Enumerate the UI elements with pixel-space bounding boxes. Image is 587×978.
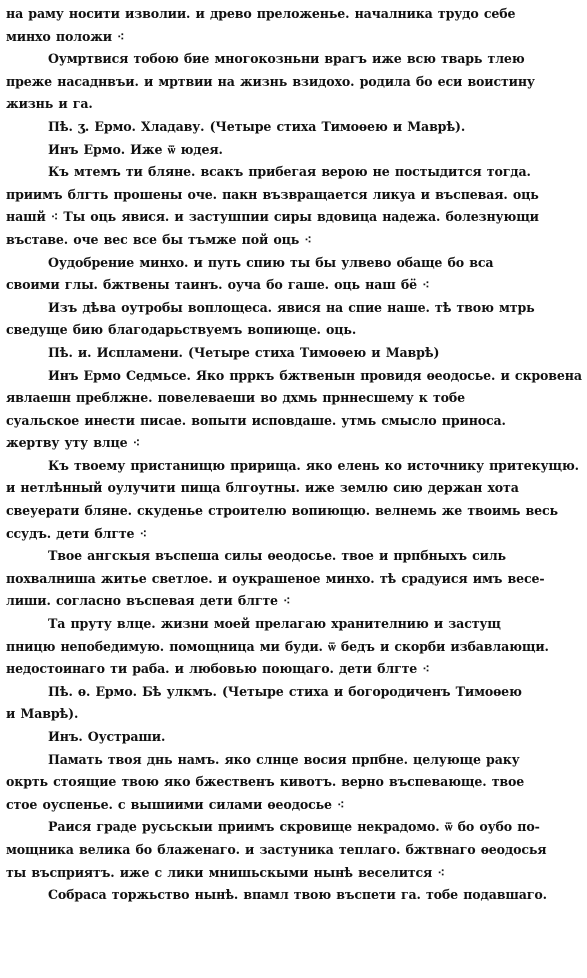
text-line: на раму носити изволии. и древо преложенье. началника трудо себе	[6, 6, 516, 21]
text-line: лиши. согласно въспевая дети блгте ⁖	[6, 593, 291, 609]
paragraph-start-line: Инъ Ермо Седмьсе. Яко прркъ бжтвенын провидя ѳеодосье. и скровена	[48, 367, 582, 383]
heading-line: Пѣ. ӡ. Ермо. Хладаву. (Четыре стиха Тимоѳею и Маврѣ).	[48, 118, 466, 134]
text-line: недостоинаго ти раба. и любовью поющаго. дети блгте ⁖	[6, 661, 430, 677]
text-line: ссудъ. дети блгте ⁖	[6, 525, 147, 541]
text-line: и Маврѣ).	[6, 706, 79, 722]
paragraph-start-line: Та пруту влце. жизни моей прелагаю хранителнию и застущ	[48, 616, 501, 632]
paragraph-start-line: Памать твоя днь намъ. яко слнце восия прпбне. целующе раку	[48, 751, 520, 767]
paragraph-start-line: Къ мтемъ ти бляне. всакъ прибегая верою не постыдится тогда.	[48, 164, 531, 180]
text-line: и нетлѣнный оулучити пища блгоутны. иже землю сию держан хота	[6, 480, 519, 496]
heading-line: Инъ. Оустраши.	[48, 729, 166, 744]
text-line: ты въсприятъ. иже с лики мнишьскыми нынѣ веселится ⁖	[6, 864, 445, 880]
text-line: минхо положи ⁖	[6, 28, 125, 44]
heading-line: Пѣ. ѳ. Ермо. Бѣ улкмъ. (Четыре стиха и богородиченъ Тимоѳею	[48, 683, 522, 699]
text-line: въставе. оче вес все бы тъмже пой оць ⁖	[6, 231, 312, 247]
paragraph-start-line: Раися граде русьскыи приимъ скровище некрадомо. ѿ бо оубо по-	[48, 819, 540, 835]
text-line: свеуерати бляне. скуденье строителю вопиющю. велнемь же твоимь весь	[6, 503, 558, 519]
paragraph-start-line: Собраса торжьство нынѣ. впамл твою въспети га. тобе подавшаго.	[48, 887, 547, 903]
text-line: жизнь и га.	[6, 96, 93, 112]
paragraph-start-line: Къ твоему пристанищю пририща. яко елень ко источнику притекущю.	[48, 457, 579, 473]
text-line: стое оуспенье. с вышиими силами ѳеодосье ⁖	[6, 796, 345, 812]
text-line: нашй ⁖ Ты оць явися. и застушпии сиры вдовица надежа. болезнующи	[6, 209, 539, 225]
paragraph-start-line: Изъ дѣва оутробы воплощеса. явися на спие наше. тѣ твою мтрь	[48, 299, 535, 315]
text-line: сведуще бию благодарьствуемъ вопиюще. оць.	[6, 322, 357, 338]
text-line: приимъ блгть прошены оче. пакн възвращается ликуа и въспевая. оць	[6, 186, 539, 202]
text-line: мощника велика бо блаженаго. и застуника теплаго. бжтвнаго ѳеодосья	[6, 841, 547, 857]
paragraph-start-line: Твое ангскыя въспеша силы ѳеодосье. твое и прпбныхъ силь	[48, 548, 506, 564]
text-line: окрть стоящие твою яко бжественъ кивотъ. верно въспевающе. твое	[6, 774, 525, 790]
heading-line: Пѣ. и. Испламени. (Четыре стиха Тимоѳею и Маврѣ)	[48, 344, 440, 360]
paragraph-start-line: Оудобрение минхо. и путь спию ты бы улвево обаще бо вса	[48, 254, 494, 270]
text-line: жертву уту влце ⁖	[6, 435, 141, 451]
text-line: похвалниша житье светлое. и оукрашеное минхо. тѣ срадуися имъ весе-	[6, 570, 545, 586]
text-line: пницю непобедимую. помощница ми буди. ѿ бедъ и скорби избавлающи.	[6, 638, 549, 654]
paragraph-start-line: Оумртвися тобою бие многокозньни врагъ иже всю тварь тлею	[48, 51, 525, 67]
text-line: преже насаднвъи. и мртвии на жизнь взидохо. родила бо еси воистину	[6, 73, 535, 89]
text-line: своими глы. бжтвены таинъ. оуча бо гаше. оць наш бё ⁖	[6, 277, 430, 293]
text-line: суальское инести писае. вопыти исповдаше. утмь смысло приноса.	[6, 412, 506, 428]
heading-line: Инъ Ермо. Иже ѿ юдея.	[48, 141, 223, 157]
text-line: явлаешн преблжне. повелеваеши во дхмь прннесшему к тобе	[6, 390, 465, 406]
